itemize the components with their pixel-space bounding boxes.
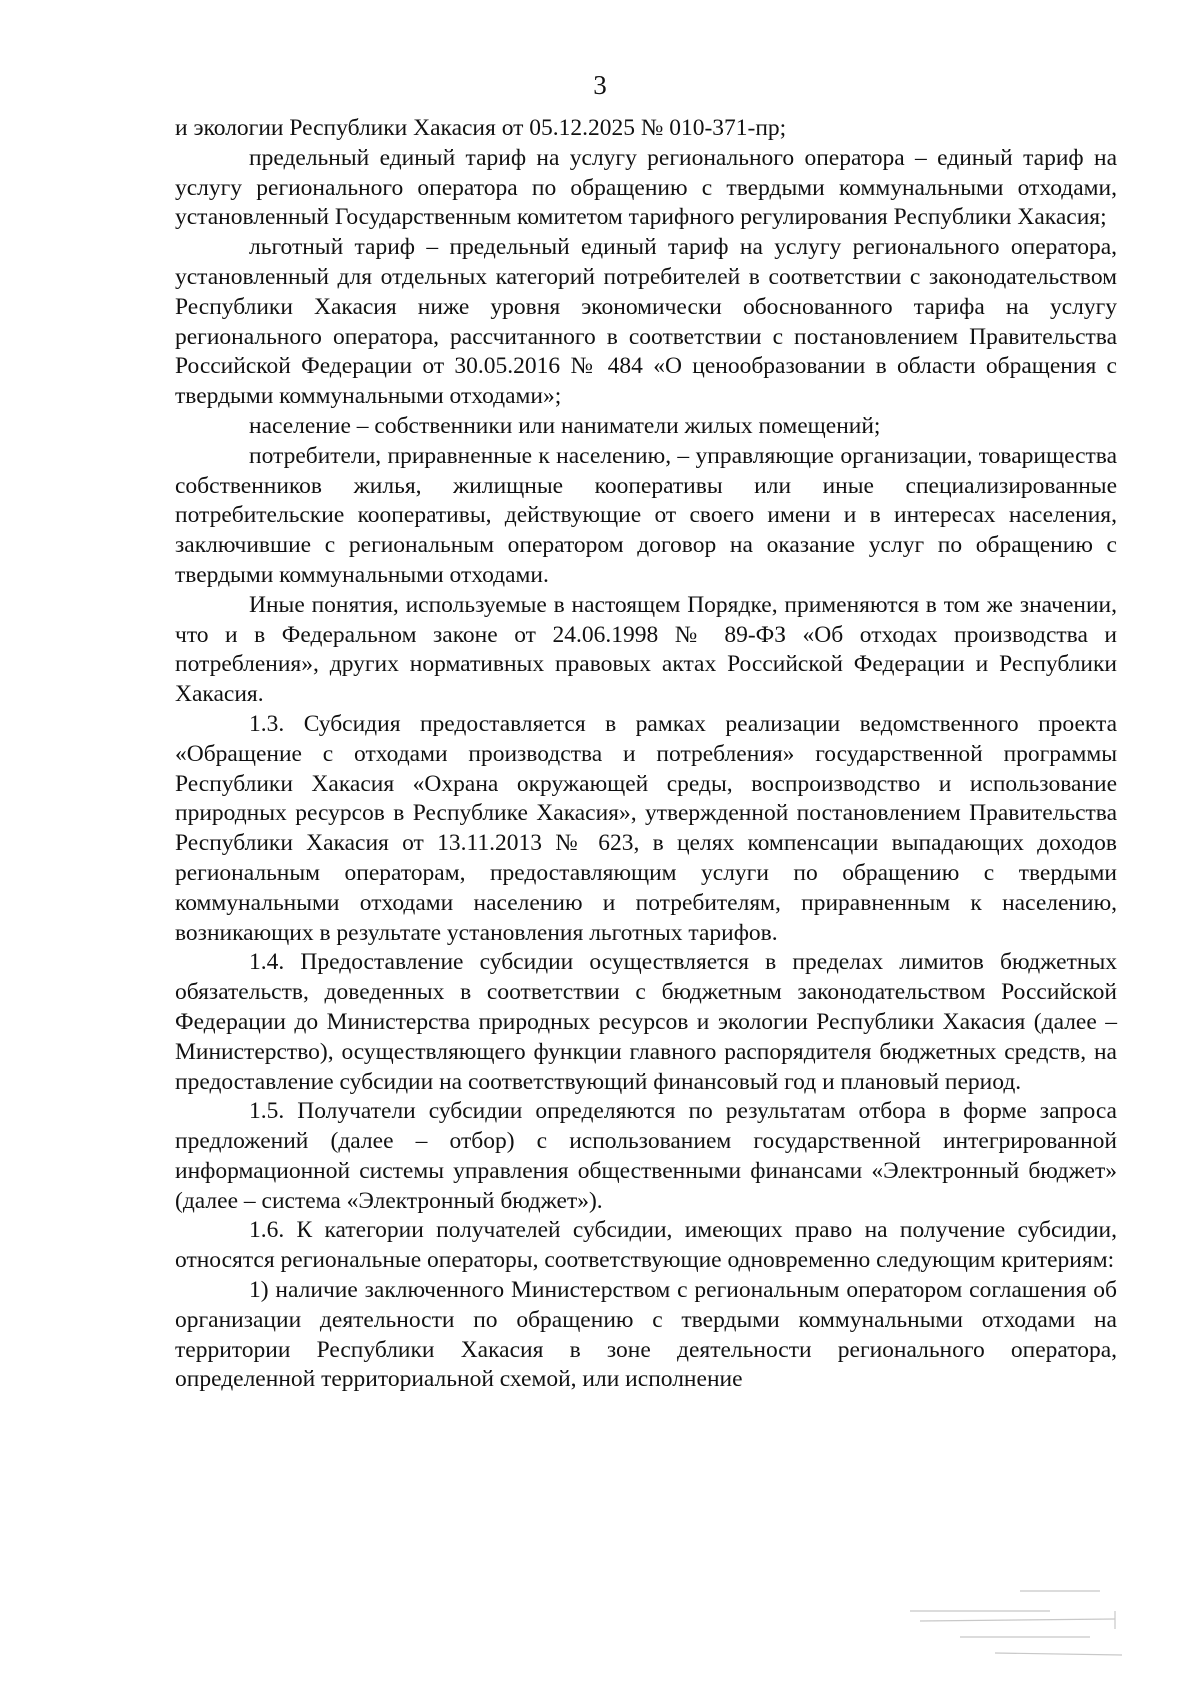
paragraph: 1.5. Получатели субсидии определяются по результатам отбора в форме запроса предложений (далее – отбор) с использованием государственной интегрированной информационной системы управления общественными финансами «Электронный бюджет» (далее – система «Электронный бюджет»). xyxy=(175,1098,1117,1214)
paragraph: предельный единый тариф на услугу регионального оператора – единый тариф на услугу регионального оператора по обращению с твердыми коммунальными отходами, установленный Государственным комитетом тарифного регулирования Республики Хакасия; xyxy=(175,144,1117,231)
paragraph: и экологии Республики Хакасия от 05.12.2025 № 010-371-пр; xyxy=(175,115,787,141)
paragraph: льготный тариф – предельный единый тариф на услугу регионального оператора, установленный для отдельных категорий потребителей в соответствии с законодательством Республики Хакасия ниже уровня экономически обоснованного тарифа на услугу регионального оператора, рассчитанного в соответствии с постановлением Правительства Российской Федерации от 30.05.2016 № 484 «О ценообразовании в области обращения с твердыми коммунальными отходами»; xyxy=(175,234,1117,410)
page-number: 3 xyxy=(593,70,607,100)
document-body xyxy=(175,114,1117,1395)
paragraph: потребители, приравненные к населению, – управляющие организации, товарищества собственников жилья, жилищные кооперативы или иные специализированные потребительские кооперативы, действующие от своего имени и в интересах населения, заключившие с региональным оператором договор на оказание услуг по обращению с твердыми коммунальными отходами. xyxy=(175,442,1117,588)
paragraph: население – собственники или наниматели жилых помещений; xyxy=(249,412,881,439)
faint-stamp-mark xyxy=(900,1583,1125,1665)
paragraph: 1.6. К категории получателей субсидии, имеющих право на получение субсидии, относятся региональные операторы, соответствующие одновременно следующим критериям: xyxy=(175,1217,1117,1274)
paragraph: 1.3. Субсидия предоставляется в рамках реализации ведомственного проекта «Обращение с отходами производства и потребления» государственной программы Республики Хакасия «Охрана окружающей среды, воспроизводство и использование природных ресурсов в Республике Хакасия», утвержденной постановлением Правительства Республики Хакасия от 13.11.2013 № 623, в целях компенсации выпадающих доходов региональным операторам, предоставляющим услуги по обращению с твердыми коммунальными отходами населению и потребителям, приравненным к населению, возникающих в результате установления льготных тарифов. xyxy=(175,710,1117,946)
paragraph: 1.4. Предоставление субсидии осуществляется в пределах лимитов бюджетных обязательств, доведенных в соответствии с бюджетным законодательством Российской Федерации до Министерства природных ресурсов и экологии Республики Хакасия (далее – Министерство), осуществляющего функции главного распорядителя бюджетных средств, на предоставление субсидии на соответствующий финансовый год и плановый период. xyxy=(175,949,1117,1095)
paragraph: 1) наличие заключенного Министерством с региональным оператором соглашения об организации деятельности по обращению с твердыми коммунальными отходами на территории Республики Хакасия в зоне деятельности регионального оператора, определенной территориальной схемой, или исполнение xyxy=(175,1277,1117,1393)
paragraph: Иные понятия, используемые в настоящем Порядке, применяются в том же значении, что и в Федеральном законе от 24.06.1998 № 89-ФЗ «Об отходах производства и потребления», других нормативных правовых актах Российской Федерации и Республики Хакасия. xyxy=(175,591,1117,708)
